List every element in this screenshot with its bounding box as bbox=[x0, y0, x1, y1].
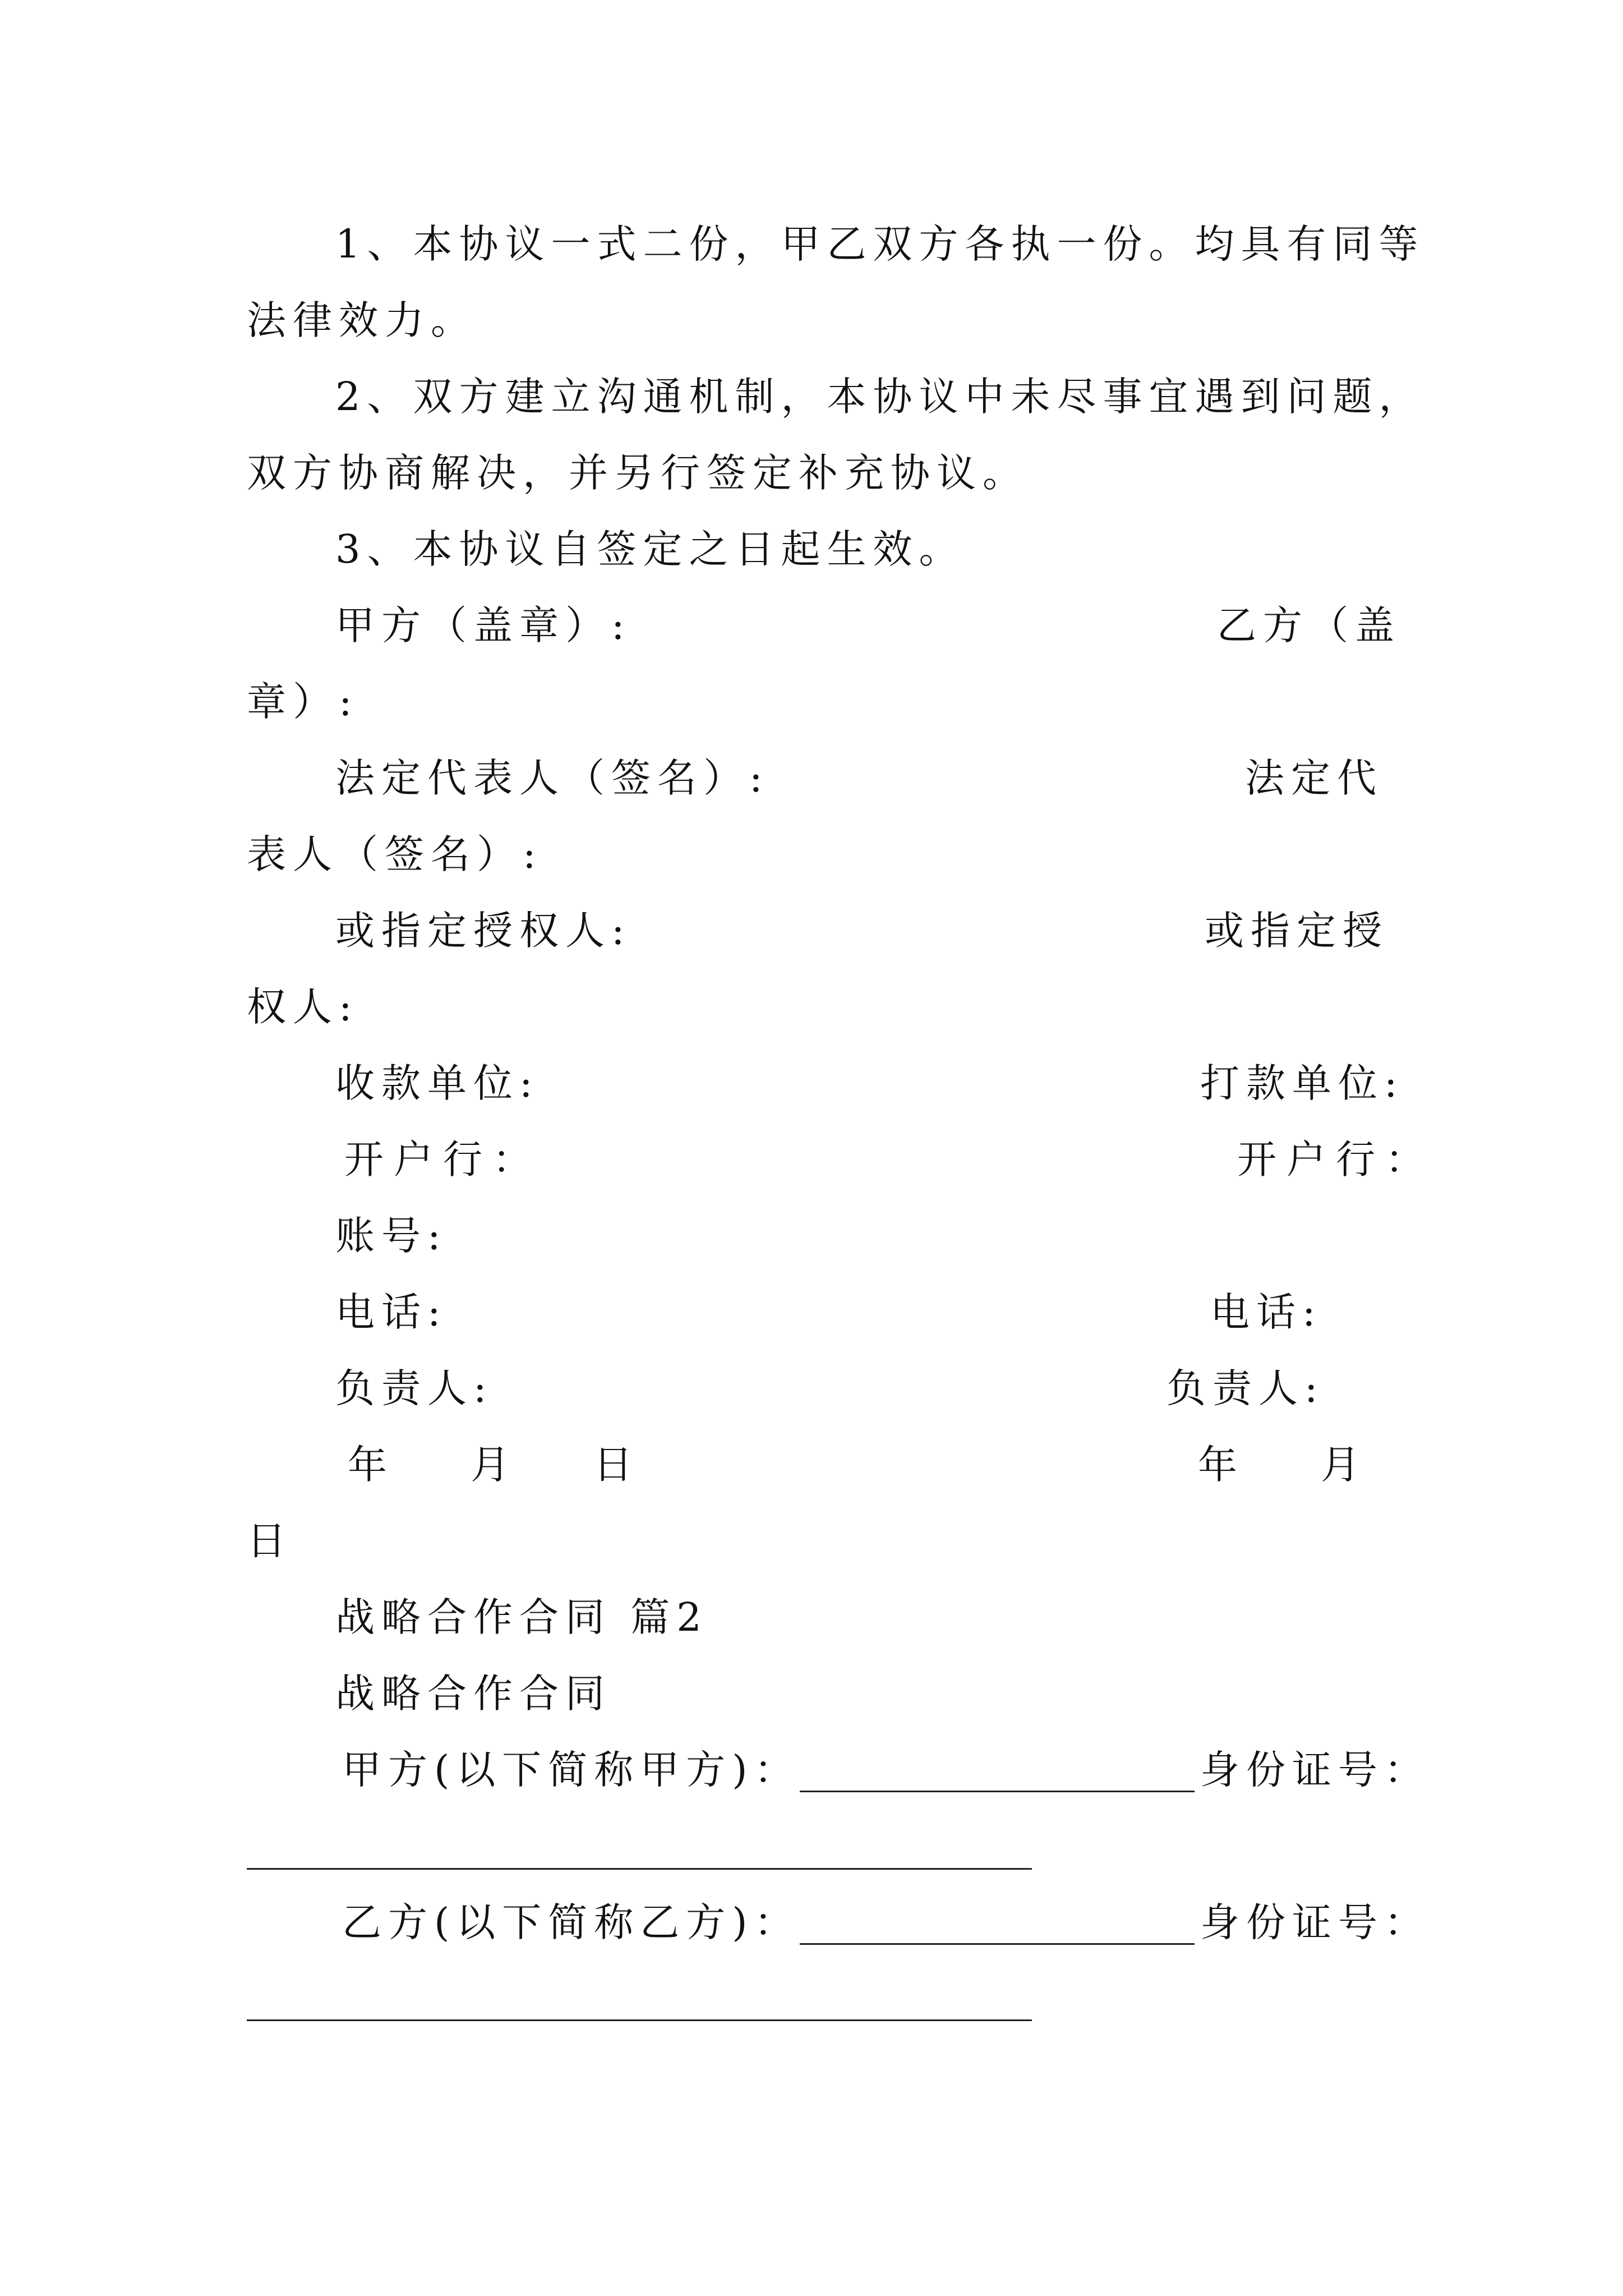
clause-2-line-1: 2、双方建立沟通机制，本协议中未尽事宜遇到问题， bbox=[335, 374, 1425, 420]
payer-unit: 打款单位: bbox=[1200, 1060, 1404, 1106]
party-b-seal-cont: 章）: bbox=[247, 679, 359, 725]
date-a: 年 月 日 bbox=[348, 1442, 640, 1488]
party-a-representative: 法定代表人（签名）: bbox=[335, 755, 769, 801]
party-a-seal: 甲方（盖章）: bbox=[335, 602, 631, 648]
clause-1-line-1: 1、本协议一式二份，甲乙双方各执一份。均具有同等 bbox=[335, 221, 1425, 267]
phone-b: 电话: bbox=[1210, 1289, 1322, 1335]
clause-3: 3、本协议自签定之日起生效。 bbox=[335, 526, 965, 572]
contract-title: 战略合作合同 bbox=[335, 1671, 611, 1717]
party-a-agent: 或指定授权人: bbox=[335, 908, 631, 954]
party-a-id-blank bbox=[247, 1868, 1032, 1870]
payee-unit: 收款单位: bbox=[335, 1060, 540, 1106]
person-in-charge-b: 负责人: bbox=[1166, 1365, 1325, 1411]
bank-b: 开户行： bbox=[1237, 1137, 1435, 1182]
section-heading: 战略合作合同 篇2 bbox=[335, 1594, 708, 1640]
bank-a: 开户行： bbox=[344, 1137, 542, 1182]
party-b-seal: 乙方（盖 bbox=[1217, 602, 1401, 648]
clause-1-line-2: 法律效力。 bbox=[247, 297, 477, 343]
party-a-id-label: 身份证号： bbox=[1200, 1747, 1430, 1793]
party-b-agent: 或指定授 bbox=[1205, 908, 1389, 954]
party-b-id-blank bbox=[247, 2019, 1032, 2021]
party-a-line: 甲方(以下简称甲方)： bbox=[342, 1747, 800, 1793]
party-b-id-label: 身份证号： bbox=[1200, 1899, 1430, 1945]
clause-2-line-2: 双方协商解决，并另行签定补充协议。 bbox=[247, 450, 1029, 496]
account: 账号: bbox=[335, 1213, 448, 1259]
party-b-agent-cont: 权人: bbox=[247, 984, 359, 1030]
phone-a: 电话: bbox=[335, 1289, 448, 1335]
party-b-representative: 法定代 bbox=[1245, 755, 1383, 801]
party-b-representative-cont: 表人（签名）: bbox=[247, 831, 543, 877]
person-in-charge-a: 负责人: bbox=[335, 1365, 494, 1411]
date-b-day: 日 bbox=[247, 1518, 293, 1564]
party-a-name-blank bbox=[800, 1791, 1195, 1792]
party-b-name-blank bbox=[800, 1943, 1195, 1945]
date-b: 年 月 bbox=[1198, 1442, 1367, 1488]
party-b-line: 乙方(以下简称乙方)： bbox=[342, 1899, 800, 1945]
